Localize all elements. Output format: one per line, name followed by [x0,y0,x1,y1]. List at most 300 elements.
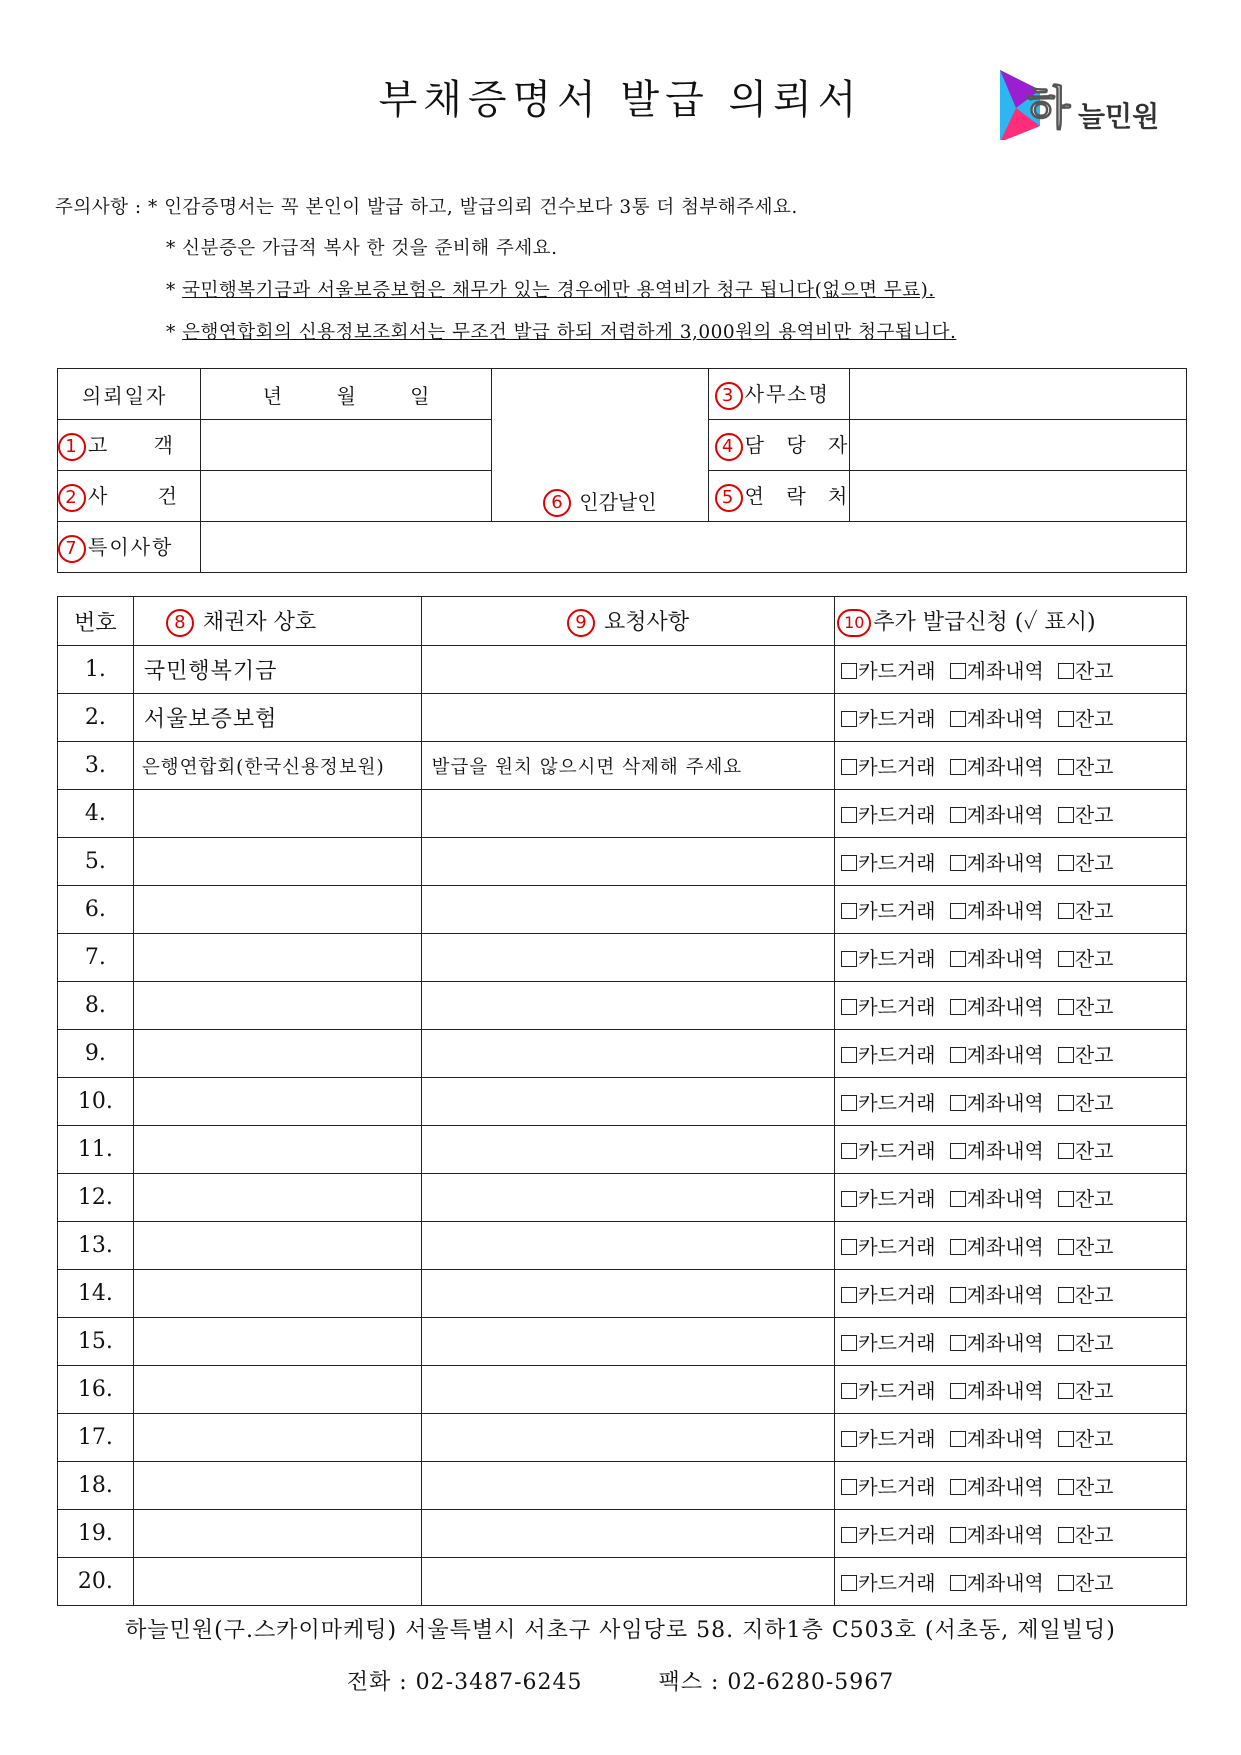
logo-mark [1000,70,1180,140]
document-title: 부채증명서 발급 의뢰서 [378,77,863,123]
option-label: 계좌내역 [966,1283,1044,1307]
option-2[interactable] [1058,947,1114,971]
option-label: 계좌내역 [966,1523,1044,1547]
extra-options-cell [835,1366,1187,1414]
creditor-cell[interactable] [133,1126,421,1174]
table-row [58,1462,1187,1510]
row-number: 18. [58,1462,134,1510]
option-2[interactable] [1058,659,1114,683]
checkbox[interactable] [841,1335,857,1351]
option-2[interactable] [1058,1043,1114,1067]
checkbox[interactable] [950,951,966,967]
option-2[interactable] [1058,995,1114,1019]
checkbox[interactable] [950,1575,966,1591]
contact-field[interactable] [850,471,1187,522]
checkbox[interactable] [1058,1239,1074,1255]
creditor-cell[interactable] [133,1414,421,1462]
option-1[interactable] [950,1139,1044,1163]
option-0[interactable] [841,1571,935,1595]
option-label: 카드거래 [858,899,936,923]
option-label: 카드거래 [858,851,936,875]
option-label: 잔고 [1074,803,1114,827]
customer-text: 고 객 [88,433,173,458]
table-row [58,1558,1187,1606]
checkbox[interactable] [841,999,857,1015]
creditor-cell[interactable] [133,1366,421,1414]
table-row [58,1174,1187,1222]
extra-options-cell [835,1270,1187,1318]
checkbox[interactable] [950,999,966,1015]
option-0[interactable] [841,1427,935,1451]
option-1[interactable] [950,659,1044,683]
creditor-cell[interactable] [133,1510,421,1558]
option-0[interactable] [841,995,935,1019]
row-number: 19. [58,1510,134,1558]
creditor-cell[interactable] [133,1270,421,1318]
extra-options-cell [835,886,1187,934]
table-row [58,742,1187,790]
customer-field[interactable] [201,420,491,471]
option-0[interactable] [841,1523,935,1547]
request-cell[interactable] [421,1222,835,1270]
option-0[interactable] [841,1187,935,1211]
checkbox[interactable] [950,1191,966,1207]
checkbox[interactable] [1058,1383,1074,1399]
option-label: 카드거래 [858,707,936,731]
option-label: 잔고 [1074,1283,1114,1307]
creditor-cell[interactable] [133,1030,421,1078]
checkbox[interactable] [1058,1191,1074,1207]
option-0[interactable] [841,1043,935,1067]
checkbox[interactable] [1058,903,1074,919]
table-row [58,646,1187,694]
option-1[interactable] [950,1283,1044,1307]
marker-10: 10 [837,609,871,637]
checkbox[interactable] [950,1527,966,1543]
checkbox[interactable] [1058,1287,1074,1303]
checkbox[interactable] [950,663,966,679]
checkbox[interactable] [841,1527,857,1543]
option-label: 카드거래 [858,1331,936,1355]
checkbox[interactable] [1058,663,1074,679]
option-1[interactable] [950,803,1044,827]
checkbox[interactable] [950,759,966,775]
option-0[interactable] [841,707,935,731]
table-row [58,1510,1187,1558]
request-cell[interactable]: 발급을 원치 않으시면 삭제해 주세요 [421,742,835,790]
option-2[interactable] [1058,899,1114,923]
checkbox[interactable] [950,1383,966,1399]
checkbox[interactable] [1058,1335,1074,1351]
option-label: 카드거래 [858,1427,936,1451]
option-label: 잔고 [1074,1475,1114,1499]
request-cell[interactable] [421,1414,835,1462]
table-row [58,694,1187,742]
option-label: 계좌내역 [966,1571,1044,1595]
row-number: 12. [58,1174,134,1222]
request-cell[interactable] [421,1174,835,1222]
creditor-cell[interactable] [133,838,421,886]
checkbox[interactable] [1058,1575,1074,1591]
checkbox[interactable] [950,1239,966,1255]
option-label: 계좌내역 [966,851,1044,875]
option-label: 잔고 [1074,1235,1114,1259]
extra-options-cell [835,1078,1187,1126]
request-cell[interactable] [421,790,835,838]
notice-prefix: 주의사항 : [55,197,142,218]
table-row [58,790,1187,838]
table-row [58,1318,1187,1366]
row-number: 5. [58,838,134,886]
marker-5: 5 [715,484,743,512]
option-label: 카드거래 [858,755,936,779]
checkbox[interactable] [950,807,966,823]
request-cell[interactable] [421,838,835,886]
option-label: 계좌내역 [966,1331,1044,1355]
creditor-cell[interactable] [133,1078,421,1126]
option-2[interactable] [1058,1283,1114,1307]
creditor-cell[interactable] [133,1558,421,1606]
notice-item-4-underlined: 은행연합회의 신용정보조회서는 무조건 발급 하되 저렴하게 3,000원의 용역비만 청구됩니다. [182,322,957,343]
table-row [58,1030,1187,1078]
option-2[interactable] [1058,1379,1114,1403]
option-label: 계좌내역 [966,1139,1044,1163]
option-2[interactable] [1058,1427,1114,1451]
header-num: 번호 [58,597,134,646]
option-1[interactable] [950,1523,1044,1547]
option-label: 카드거래 [858,995,936,1019]
notice-item-4-prefix: * [166,322,183,343]
marker-7: 7 [58,535,86,563]
checkbox[interactable] [841,1047,857,1063]
option-label: 계좌내역 [966,1475,1044,1499]
table-row [58,1126,1187,1174]
option-0[interactable] [841,803,935,827]
option-label: 카드거래 [858,1043,936,1067]
creditor-table-header [58,597,1187,646]
option-1[interactable] [950,995,1044,1019]
request-cell[interactable] [421,934,835,982]
checkbox[interactable] [1058,951,1074,967]
request-cell[interactable] [421,982,835,1030]
row-number: 17. [58,1414,134,1462]
option-1[interactable] [950,1427,1044,1451]
option-2[interactable] [1058,1331,1114,1355]
notice-line-1 [55,193,798,219]
option-0[interactable] [841,755,935,779]
marker-2: 2 [58,484,86,512]
option-label: 잔고 [1074,1043,1114,1067]
creditor-cell[interactable] [133,1462,421,1510]
notice-line-4 [166,318,956,344]
option-2[interactable] [1058,803,1114,827]
table-row [58,1078,1187,1126]
creditor-cell[interactable] [133,1222,421,1270]
option-label: 계좌내역 [966,659,1044,683]
row-number: 8. [58,982,134,1030]
request-cell[interactable] [421,1030,835,1078]
checkbox[interactable] [1058,1479,1074,1495]
request-cell[interactable] [421,1510,835,1558]
option-label: 계좌내역 [966,1091,1044,1115]
checkbox[interactable] [1058,711,1074,727]
checkbox[interactable] [1058,1431,1074,1447]
marker-6: 6 [543,489,571,517]
checkbox[interactable] [841,1143,857,1159]
row-number: 10. [58,1078,134,1126]
row-number: 11. [58,1126,134,1174]
checkbox[interactable] [950,855,966,871]
checkbox[interactable] [841,1575,857,1591]
customer-label [58,420,201,471]
option-0[interactable] [841,851,935,875]
option-2[interactable] [1058,1139,1114,1163]
option-0[interactable] [841,1379,935,1403]
checkbox[interactable] [1058,1095,1074,1111]
checkbox[interactable] [841,759,857,775]
seal-area[interactable] [491,369,708,522]
option-2[interactable] [1058,1523,1114,1547]
table-row [58,886,1187,934]
creditor-cell[interactable] [133,886,421,934]
extra-options-cell [835,1126,1187,1174]
option-label: 잔고 [1074,1139,1114,1163]
creditor-cell[interactable] [133,934,421,982]
marker-1: 1 [58,433,86,461]
option-2[interactable] [1058,1475,1114,1499]
creditor-cell[interactable] [133,982,421,1030]
checkbox[interactable] [1058,1047,1074,1063]
option-1[interactable] [950,707,1044,731]
checkbox[interactable] [841,1479,857,1495]
request-cell[interactable] [421,1318,835,1366]
table-row [58,934,1187,982]
option-1[interactable] [950,1043,1044,1067]
row-number: 14. [58,1270,134,1318]
checkbox[interactable] [950,1335,966,1351]
row-number: 16. [58,1366,134,1414]
extra-options-cell [835,838,1187,886]
creditor-cell[interactable]: 은행연합회(한국신용정보원) [133,742,421,790]
extra-options-cell [835,1030,1187,1078]
creditor-cell[interactable] [133,1318,421,1366]
option-label: 잔고 [1074,899,1114,923]
case-label [58,471,201,522]
notes-field[interactable] [201,522,1187,573]
row-number: 7. [58,934,134,982]
checkbox[interactable] [841,663,857,679]
option-label: 계좌내역 [966,899,1044,923]
option-0[interactable] [841,1091,935,1115]
option-label: 잔고 [1074,1523,1114,1547]
option-1[interactable] [950,1091,1044,1115]
checkbox[interactable] [841,903,857,919]
creditor-cell[interactable] [133,1174,421,1222]
option-label: 잔고 [1074,1427,1114,1451]
checkbox[interactable] [1058,759,1074,775]
table-row [58,838,1187,886]
option-label: 카드거래 [858,1235,936,1259]
option-0[interactable] [841,947,935,971]
option-label: 잔고 [1074,947,1114,971]
creditor-table [57,596,1187,1606]
option-label: 카드거래 [858,1187,936,1211]
option-label: 잔고 [1074,1379,1114,1403]
marker-3: 3 [715,382,743,410]
creditor-cell[interactable] [133,790,421,838]
option-0[interactable] [841,1475,935,1499]
case-field[interactable] [201,471,491,522]
option-2[interactable] [1058,1235,1114,1259]
manager-label [708,420,850,471]
request-date-label: 의뢰일자 [58,369,201,420]
option-1[interactable] [950,1379,1044,1403]
row-number: 15. [58,1318,134,1366]
notice-item-1: * 인감증명서는 꼭 본인이 발급 하고, 발급의뢰 건수보다 3통 더 첨부해주세요. [148,197,798,218]
seal-label: 인감날인 [579,489,657,514]
checkbox[interactable] [841,1239,857,1255]
checkbox[interactable] [1058,1527,1074,1543]
option-label: 잔고 [1074,1571,1114,1595]
extra-options-cell [835,1222,1187,1270]
option-0[interactable] [841,1139,935,1163]
option-1[interactable] [950,1331,1044,1355]
option-label: 카드거래 [858,1475,936,1499]
checkbox[interactable] [950,1479,966,1495]
option-label: 잔고 [1074,1187,1114,1211]
request-cell[interactable] [421,1078,835,1126]
option-label: 잔고 [1074,851,1114,875]
extra-options-cell [835,1414,1187,1462]
checkbox[interactable] [1058,807,1074,823]
manager-field[interactable] [850,420,1187,471]
request-cell[interactable] [421,694,835,742]
checkbox[interactable] [1058,999,1074,1015]
row-number: 6. [58,886,134,934]
header-creditor-text: 채권자 상호 [202,610,317,635]
marker-8: 8 [166,609,194,637]
checkbox[interactable] [950,1143,966,1159]
table-row [58,1366,1187,1414]
option-label: 잔고 [1074,1331,1114,1355]
option-label: 계좌내역 [966,1235,1044,1259]
option-1[interactable] [950,1475,1044,1499]
row-number: 2. [58,694,134,742]
extra-options-cell [835,1558,1187,1606]
row-number: 4. [58,790,134,838]
option-label: 카드거래 [858,1283,936,1307]
option-1[interactable] [950,899,1044,923]
table-row [58,1222,1187,1270]
footer-contact [0,1665,1241,1696]
option-label: 계좌내역 [966,995,1044,1019]
extra-options-cell [835,790,1187,838]
checkbox[interactable] [841,1431,857,1447]
option-label: 잔고 [1074,1091,1114,1115]
option-1[interactable] [950,1187,1044,1211]
request-cell[interactable] [421,1366,835,1414]
checkbox[interactable] [950,1095,966,1111]
checkbox[interactable] [950,1047,966,1063]
checkbox[interactable] [841,1287,857,1303]
extra-options-cell [835,1174,1187,1222]
option-1[interactable] [950,755,1044,779]
creditor-cell[interactable]: 서울보증보험 [133,694,421,742]
logo-small-text: 늘민원 [1078,100,1160,133]
checkbox[interactable] [950,903,966,919]
notice-line-3 [166,276,935,302]
option-2[interactable] [1058,851,1114,875]
option-1[interactable] [950,1235,1044,1259]
checkbox[interactable] [841,1191,857,1207]
option-2[interactable] [1058,707,1114,731]
checkbox[interactable] [1058,855,1074,871]
checkbox[interactable] [841,855,857,871]
office-name-field[interactable] [850,369,1187,420]
header-extra [835,597,1187,646]
option-2[interactable] [1058,1187,1114,1211]
option-1[interactable] [950,1571,1044,1595]
extra-options-cell [835,982,1187,1030]
request-cell[interactable] [421,1270,835,1318]
checkbox[interactable] [841,807,857,823]
request-cell[interactable] [421,1126,835,1174]
option-label: 카드거래 [858,803,936,827]
checkbox[interactable] [1058,1143,1074,1159]
notice-item-3-underlined: 국민행복기금과 서울보증보험은 채무가 있는 경우에만 용역비가 청구 됩니다(없으면 무료). [182,280,935,301]
option-label: 계좌내역 [966,1187,1044,1211]
header-extra-text: 추가 발급신청 (✓ 표시) [873,610,1096,635]
notes-text: 특이사항 [88,535,174,560]
checkbox[interactable] [841,711,857,727]
option-2[interactable] [1058,1571,1114,1595]
checkbox[interactable] [841,951,857,967]
request-date-field[interactable]: 년 월 일 [201,369,491,420]
manager-text: 담 당 자 [744,433,850,458]
option-label: 잔고 [1074,659,1114,683]
option-label: 계좌내역 [966,1043,1044,1067]
request-cell[interactable] [421,1462,835,1510]
checkbox[interactable] [841,1383,857,1399]
request-cell[interactable] [421,646,835,694]
option-label: 카드거래 [858,659,936,683]
notice-item-2: * 신분증은 가급적 복사 한 것을 준비해 주세요. [166,238,558,259]
option-0[interactable] [841,1283,935,1307]
office-name-label [708,369,850,420]
option-0[interactable] [841,1235,935,1259]
checkbox[interactable] [841,1095,857,1111]
option-label: 계좌내역 [966,803,1044,827]
request-cell[interactable] [421,886,835,934]
extra-options-cell [835,1510,1187,1558]
option-2[interactable] [1058,755,1114,779]
checkbox[interactable] [950,1431,966,1447]
option-1[interactable] [950,947,1044,971]
checkbox[interactable] [950,1287,966,1303]
option-2[interactable] [1058,1091,1114,1115]
checkbox[interactable] [950,711,966,727]
contact-label [708,471,850,522]
option-0[interactable] [841,899,935,923]
office-name-text: 사무소명 [744,382,830,407]
creditor-cell[interactable]: 국민행복기금 [133,646,421,694]
option-0[interactable] [841,1331,935,1355]
creditor-rows [58,646,1187,1606]
option-0[interactable] [841,659,935,683]
request-cell[interactable] [421,1558,835,1606]
option-1[interactable] [950,851,1044,875]
footer-phone: 전화 : 02-3487-6245 [346,1670,583,1695]
